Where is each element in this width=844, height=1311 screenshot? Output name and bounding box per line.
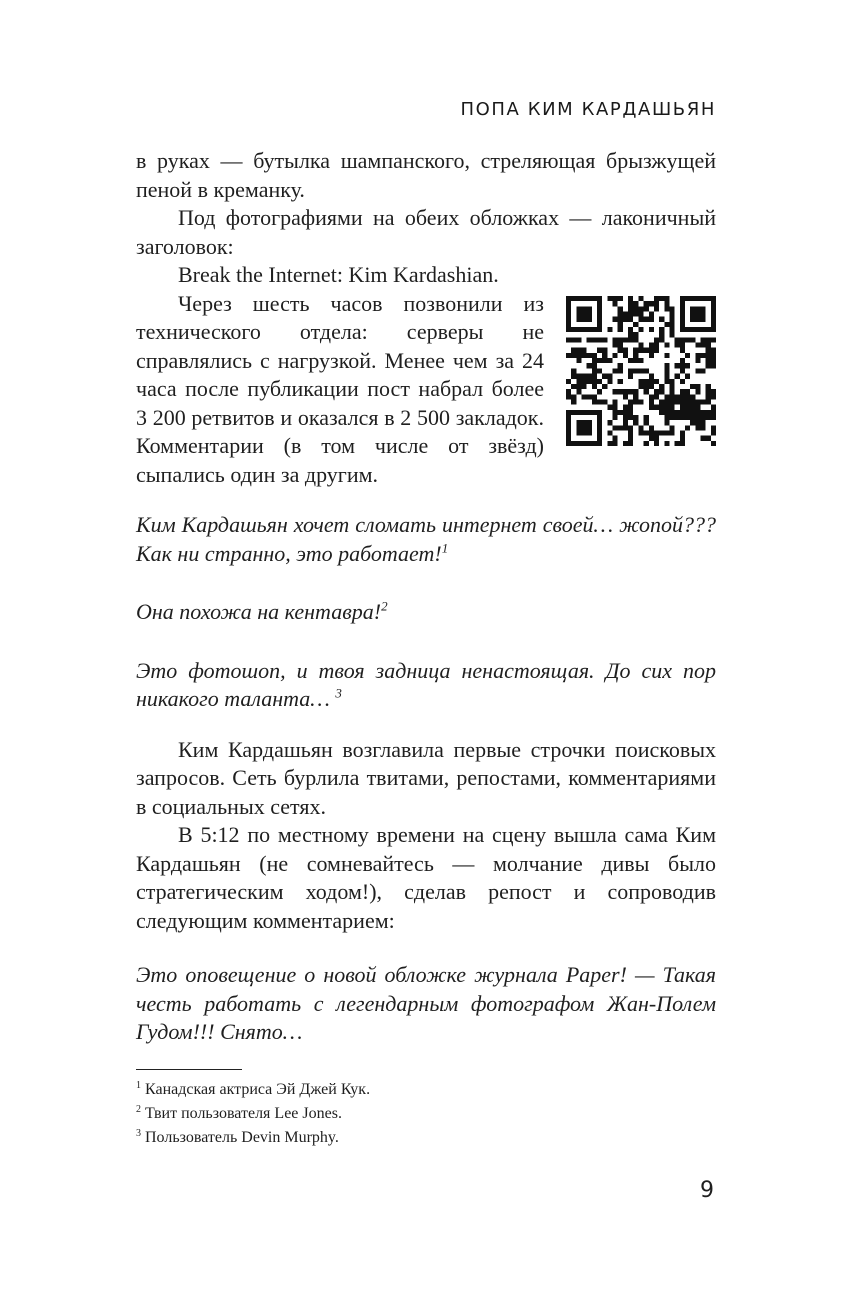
quote-1 bbox=[136, 511, 716, 568]
quote-2 bbox=[136, 598, 716, 627]
footnote-ref[interactable]: 2 bbox=[381, 598, 388, 614]
running-header: ПОПА КИМ КАРДАШЬЯН bbox=[460, 99, 716, 120]
footnote-text: Пользователь Devin Murphy. bbox=[145, 1129, 339, 1146]
paragraph: Под фотографиями на обеих обложках — лаконичный заголовок: bbox=[136, 205, 716, 259]
footnote-number: 2 bbox=[136, 1103, 141, 1115]
footnotes bbox=[136, 1078, 716, 1150]
paragraph: Через шесть часов позвонили из технического отдела: серверы не справлялись с нагрузкой. Менее чем за 24 часа после публикации пост набрал более 3 200 ретвитов и оказался в 2 500 закладок. Комментарии (в том числе от звёзд) сыпались один за другим. bbox=[136, 290, 544, 487]
footnote-1 bbox=[136, 1078, 716, 1102]
footnote-3 bbox=[136, 1126, 716, 1150]
paragraph: В 5:12 по местному времени на сцену вышла сама Ким Кардашьян (не сомневайтесь — молчание дивы было стратегическим ходом!), сделав репост и сопроводив следующим комментарием: bbox=[136, 822, 716, 933]
footnote-text: Канадская актриса Эй Джей Кук. bbox=[145, 1081, 371, 1098]
paragraph: Ким Кардашьян возглавила первые строчки поисковых запросов. Сеть бурлила твитами, репостами, комментариями в социальных сетях. bbox=[136, 736, 716, 819]
footnote-ref[interactable]: 3 bbox=[335, 685, 342, 701]
footnote-ref[interactable]: 1 bbox=[441, 540, 449, 556]
paragraph: Break the Internet: Kim Kardashian. bbox=[178, 262, 499, 287]
quote-text: Это фотошоп, и твоя задница ненастоящая. До сих пор никакого таланта… bbox=[136, 657, 716, 711]
quote-text: Ким Кардашьян хочет сломать интернет своей… жопой??? Как ни странно, это работает! bbox=[136, 512, 716, 566]
footnote-2 bbox=[136, 1102, 716, 1126]
footnote-number: 1 bbox=[136, 1079, 141, 1091]
footnote-divider bbox=[136, 1069, 242, 1070]
final-quote: Это оповещение о новой обложке журнала Paper! — Такая честь работать с легендарным фотографом Жан-Полем Гудом!!! Снято… bbox=[136, 962, 716, 1044]
page-body bbox=[136, 147, 716, 1047]
quote-text: Она похожа на кентавра! bbox=[136, 599, 382, 624]
quote-3 bbox=[136, 657, 716, 714]
qr-code-icon bbox=[566, 296, 716, 446]
footnote-number: 3 bbox=[136, 1127, 141, 1139]
page-number: 9 bbox=[700, 1178, 714, 1203]
paragraph: в руках — бутылка шампанского, стреляющая брызжущей пеной в креманку. bbox=[136, 148, 716, 202]
footnote-text: Твит пользователя Lee Jones. bbox=[145, 1105, 342, 1122]
